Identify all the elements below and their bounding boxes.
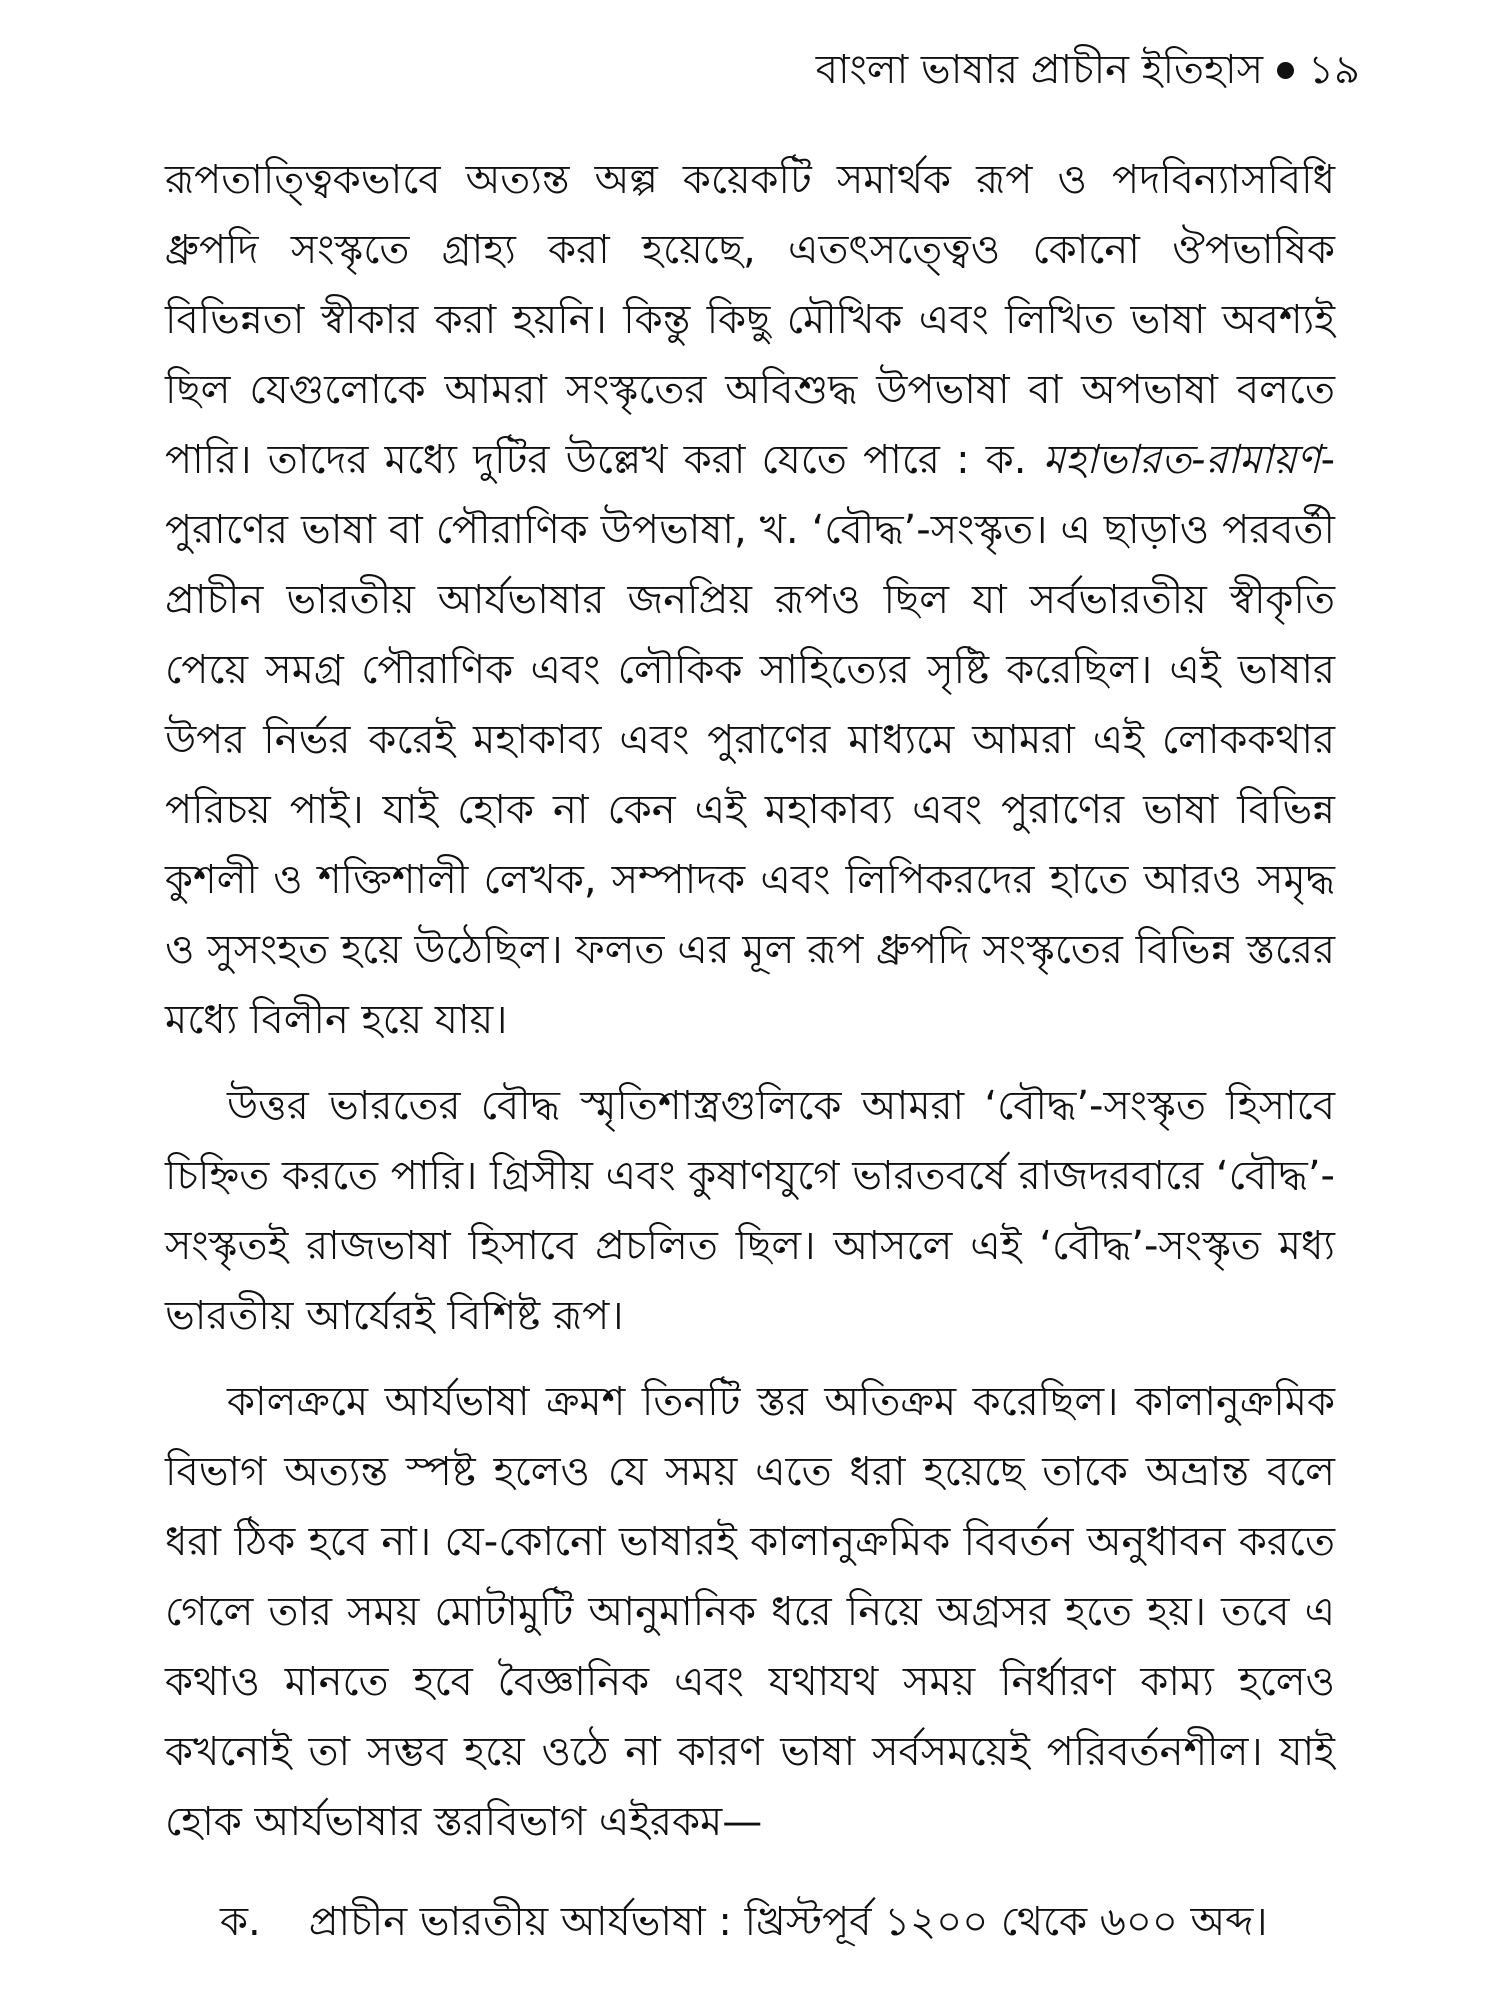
paragraph-1-italic-title: মহাভারত-রামায়ণ xyxy=(1042,437,1321,483)
running-header xyxy=(816,40,1360,100)
header-title: বাংলা ভাষার প্রাচীন ইতিহাস xyxy=(815,47,1264,93)
list-item-ka xyxy=(165,1887,1335,1957)
page-number: ১৯ xyxy=(1308,47,1360,93)
list-item-text: প্রাচীন ভারতীয় আর্যভাষা : খ্রিস্টপূর্ব ১২০০ থেকে ৬০০ অব্দ। xyxy=(308,1899,1268,1945)
paragraph-3: কালক্রমে আর্যভাষা ক্রমশ তিনটি স্তর অতিক্রম করেছিল। কালানুক্রমিক বিভাগ অত্যন্ত স্পষ্ট হলেও যে সময় এতে ধরা হয়েছে তাকে অভ্রান্ত বলে ধরা ঠিক হবে না। যে-কোনো ভাষারই কালানুক্রমিক বিবর্তন অনুধাবন করতে গেলে তার সময় মোটামুটি আনুমানিক ধরে নিয়ে অগ্রসর হতে হয়। তবে এ কথাও মানতে হবে বৈজ্ঞানিক এবং যথাযথ সময় নির্ধারণ কাম্য হলেও কখনোই তা সম্ভব হয়ে ওঠে না কারণ ভাষা সর্বসময়েই পরিবর্তনশীল। যাই হোক আর্যভাষার স্তরবিভাগ এইরকম— xyxy=(165,1379,1335,1845)
list-item-marker: ক. xyxy=(220,1899,261,1945)
paragraph-2: উত্তর ভারতের বৌদ্ধ স্মৃতিশাস্ত্রগুলিকে আমরা ‘বৌদ্ধ’-সংস্কৃত হিসাবে চিহ্নিত করতে পারি। গ্রিসীয় এবং কুষাণযুগে ভারতবর্ষে রাজদরবারে ‘বৌদ্ধ’-সংস্কৃতই রাজভাষা হিসাবে প্রচলিত ছিল। আসলে এই ‘বৌদ্ধ’-সংস্কৃত মধ্য ভারতীয় আর্যেরই বিশিষ্ট রূপ। xyxy=(165,1083,1335,1339)
paragraph-1 xyxy=(165,145,1335,1055)
bullet-separator-icon xyxy=(1277,62,1294,79)
body-text xyxy=(165,145,1335,1957)
paragraph-1-part-1: রূপতাত্ত্বিকভাবে অত্যন্ত অল্প কয়েকটি সমার্থক রূপ ও পদবিন্যাসবিধি ধ্রুপদি সংস্কৃতে গ্রাহ্য করা হয়েছে, এতৎসত্ত্বেও কোনো ঔপভাষিক বিভিন্নতা স্বীকার করা হয়নি। কিন্তু কিছু মৌখিক এবং লিখিত ভাষা অবশ্যই ছিল যেগুলোকে আমরা সংস্কৃতের অবিশুদ্ধ উপভাষা বা অপভাষা বলতে পারি। তাদের মধ্যে দুটির উল্লেখ করা যেতে পারে : ক. xyxy=(165,157,1335,483)
paragraph-1-part-2: -পুরাণের ভাষা বা পৌরাণিক উপভাষা, খ. ‘বৌদ্ধ’-সংস্কৃত। এ ছাড়াও পরবর্তী প্রাচীন ভারতীয় আর্যভাষার জনপ্রিয় রূপও ছিল যা সর্বভারতীয় স্বীকৃতি পেয়ে সমগ্র পৌরাণিক এবং লৌকিক সাহিত্যের সৃষ্টি করেছিল। এই ভাষার উপর নির্ভর করেই মহাকাব্য এবং পুরাণের মাধ্যমে আমরা এই লোককথার পরিচয় পাই। যাই হোক না কেন এই মহাকাব্য এবং পুরাণের ভাষা বিভিন্ন কুশলী ও শক্তিশালী লেখক, সম্পাদক এবং লিপিকরদের হাতে আরও সমৃদ্ধ ও সুসংহত হয়ে উঠেছিল। ফলত এর মূল রূপ ধ্রুপদি সংস্কৃতের বিভিন্ন স্তরের মধ্যে বিলীন হয়ে যায়। xyxy=(165,437,1336,1043)
